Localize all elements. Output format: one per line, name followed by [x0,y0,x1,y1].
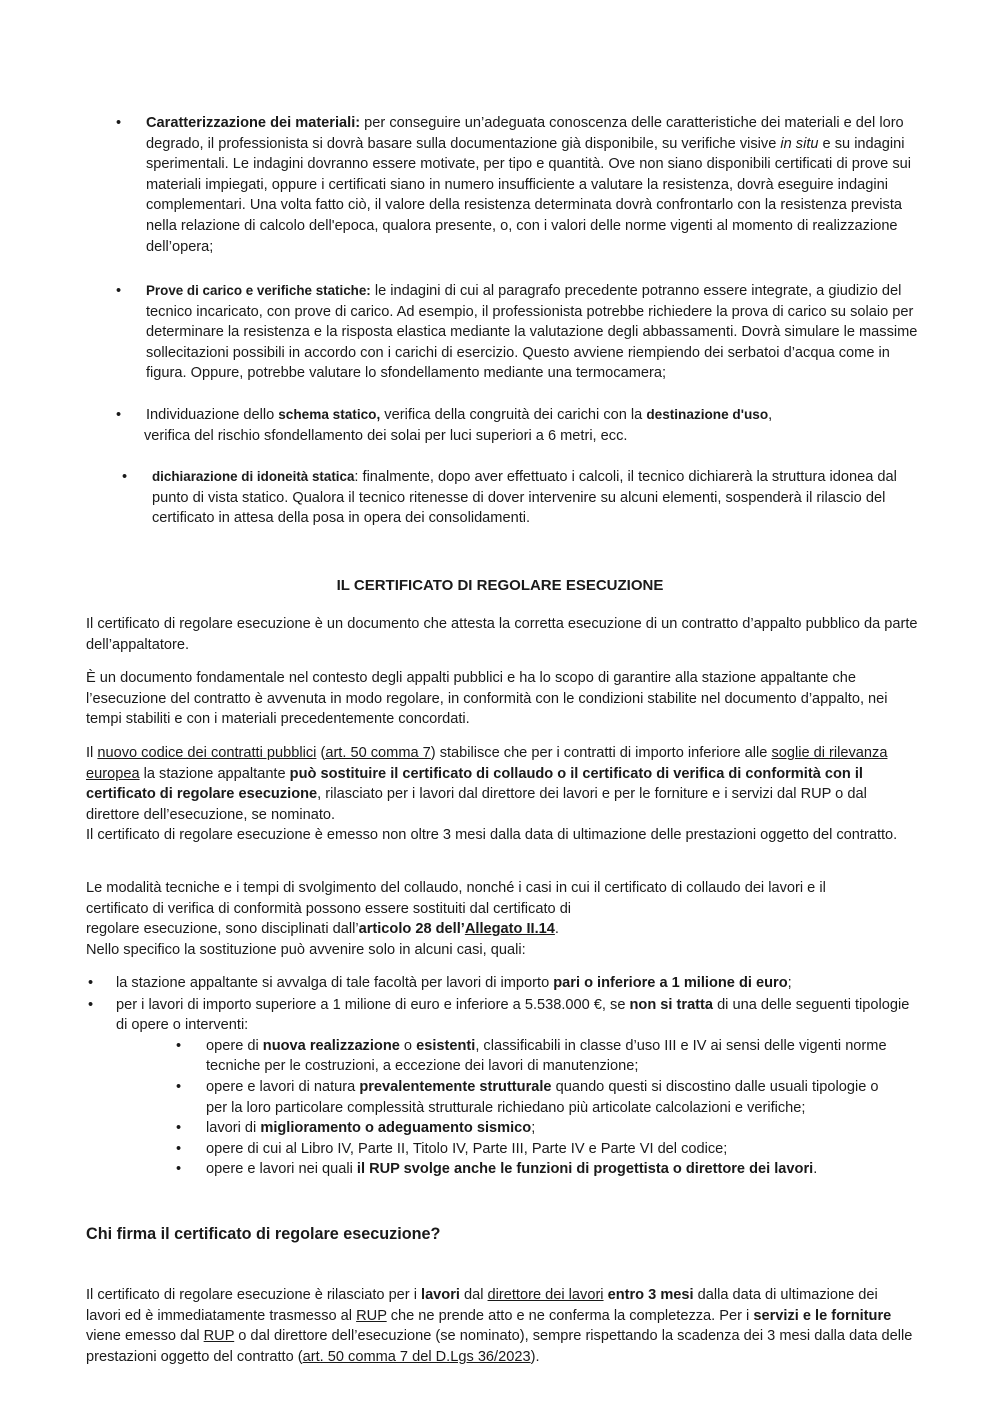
bullet-static-fitness-text: dichiarazione di idoneità statica: finalmente, dopo aver effettuato i calcoli, il tecnico dichiarerà la struttura idonea dal punto di vista statico. Qualora il tecnico ritenesse di dover intervenire su alcuni elementi, sospenderà il rilascio del certificato in attesa della posa in opera dei consolidamenti. [152,469,897,527]
case-item: • per i lavori di importo superiore a 1 milione di euro e inferiore a 5.538.000 €, se non si tratta di una delle seguenti tipologie di opere o interventi: [88,996,910,1034]
bullet-marker: • [176,1140,182,1157]
paragraph-legal-basis: Il nuovo codice dei contratti pubblici (art. 50 comma 7) stabilisce che per i contratti di importo inferiore alle soglie di rilevanza europea la stazione appaltante può sostituire il certificato di collaudo o il certificato di verifica di conformità con il certificato di regolare esecuzione, rilasciato per i lavori dal direttore dei lavori e per le forniture e i servizi dal RUP o dal direttore dell’esecuzione, se nominato. Il certificato di regolare esecuzione è emesso non oltre 3 mesi dalla data di ultimazione delle prestazioni oggetto del contratto. [86,745,898,844]
bullet-load-tests [116,281,921,384]
paragraph-collaudo: Le modalità tecniche e i tempi di svolgimento del collaudo, nonché i casi in cui il certificato di collaudo dei lavori e il certificato di verifica di conformità possono essere sostituiti dal certificato di regolare esecuzione, sono disciplinati dall’articolo 28 dell’Allegato II.14. Nello specifico la sostituzione può avvenire solo in alcuni casi, quali: [86,880,826,958]
paragraph-purpose: È un documento fondamentale nel contesto degli appalti pubblici e ha lo scopo di garantire alla stazione appaltante che l’esecuzione del contratto è avvenuta in modo regolare, in conformità con le condizioni stabilite nel documento d’appalto, nei tempi stabiliti e con i materiali precedentemente concordati. [86,670,888,728]
link-art-50-comma-7[interactable]: art. 50 comma 7 [325,745,431,761]
link-rup-2[interactable]: RUP [203,1328,235,1345]
cases-list [86,973,916,1180]
bullet-marker: • [176,1078,182,1095]
link-allegato-ii14[interactable]: Allegato II.14 [464,921,555,938]
bullet-marker: • [116,407,122,423]
link-art-50-dlgs[interactable]: art. 50 comma 7 del D.Lgs 36/2023 [302,1348,531,1365]
section-title: IL CERTIFICATO DI REGOLARE ESECUZIONE [336,577,664,594]
bullet-static-scheme-text: Individuazione dello schema statico, verifica della congruità dei carichi con la destinazione d'uso, [146,407,773,423]
link-direttore-lavori[interactable]: direttore dei lavori [487,1287,604,1303]
bullet-static-fitness [122,467,912,529]
bullet-marker: • [88,975,94,991]
sub-case-item: • opere di nuova realizzazione o esistenti, classificabili in classe d’uso III e IV ai sensi delle vigenti norme tecniche per le costruzioni, a eccezione dei lavori di manutenzione; [176,1037,887,1075]
paragraph-who-signs: Il certificato di regolare esecuzione è rilasciato per i lavori dal direttore dei lavori entro 3 mesi dalla data di ultimazione dei lavori ed è immediatamente trasmesso al RUP che ne prende atto e ne conferma la completezza. Per i servizi e le forniture viene emesso dal RUP o dal direttore dell’esecuzione (se nominato), sempre rispettando la scadenza dei 3 mesi dalla data delle prestazioni oggetto del contratto (art. 50 comma 7 del D.Lgs 36/2023). [86,1287,913,1365]
link-codice-contratti[interactable]: nuovo codice dei contratti pubblici [97,745,317,761]
bullet-marker: • [176,1037,182,1054]
subheading-who-signs: Chi firma il certificato di regolare esecuzione? [86,1225,441,1243]
bullet-marker: • [116,283,122,299]
sub-case-item: • opere e lavori di natura prevalentemente strutturale quando questi si discostino dalle usuali tipologie o per la loro particolare complessità strutturale richiedano più articolate calcolazioni e verifiche; [176,1078,879,1116]
sub-cases-list [174,1036,890,1180]
bullet-load-tests-text: Prove di carico e verifiche statiche: le indagini di cui al paragrafo precedente potranno essere integrate, a giudizio del tecnico incaricato, con prove di carico. Ad esempio, il professionista potrebbe richiedere la prova di carico su solaio per determinare la resistenza e la risposta elastica mediante la valutazione degli abbassamenti. Dovrà simulare le massime sollecitazioni possibili in accordo con i carichi di esercizio. Questo avviene riempiendo dei serbatoi d’acqua come in figura. Oppure, potrebbe valutare lo sfondellamento mediante una termocamera; [146,283,918,382]
bullet-static-scheme [116,405,921,446]
link-soglie-rilevanza[interactable]: soglie di rilevanza europea [86,745,888,782]
bullet-marker: • [176,1161,182,1178]
bullet-marker: • [116,115,122,131]
sub-case-item: • lavori di miglioramento o adeguamento sismico; [174,1118,890,1139]
case-item: • la stazione appaltante si avvalga di tale facoltà per lavori di importo pari o inferiore a 1 milione di euro; [86,973,916,994]
sub-case-item: • opere di cui al Libro IV, Parte II, Titolo IV, Parte III, Parte IV e Parte VI del codice; [174,1139,890,1160]
link-rup[interactable]: RUP [356,1307,387,1324]
paragraph-definition: Il certificato di regolare esecuzione è un documento che attesta la corretta esecuzione di un contratto d’appalto pubblico da parte dell’appaltatore. [86,616,918,653]
bullet-marker: • [88,996,94,1013]
bullet-materials-text: Caratterizzazione dei materiali: per conseguire un’adeguata conoscenza delle caratteristiche dei materiali e del loro degrado, il professionista si dovrà basare sulla documentazione già disponibile, su verifiche visive in situ e su indagini sperimentali. Le indagini dovranno essere motivate, per tipo e quantità. Ove non siano disponibili certificati di prove sui materiali impiegati, oppure i certificati siano in numero insufficiente a valutare la resistenza, dovrà eseguire indagini complementari. Una volta fatto ciò, il valore della resistenza determinata dovrà confrontarlo con la resistenza prevista nella relazione di calcolo dell'epoca, qualora presente, o, con i valori delle norme vigenti al momento di realizzazione dell’opera; [146,115,911,255]
bullet-materials [116,113,921,257]
bullet-marker: • [122,469,128,485]
sub-case-item: • opere e lavori nei quali il RUP svolge anche le funzioni di progettista o direttore dei lavori. [174,1159,890,1180]
bullet-static-scheme-line2: verifica del rischio sfondellamento dei solai per luci superiori a 6 metri, ecc. [144,427,628,444]
bullet-marker: • [176,1120,182,1137]
